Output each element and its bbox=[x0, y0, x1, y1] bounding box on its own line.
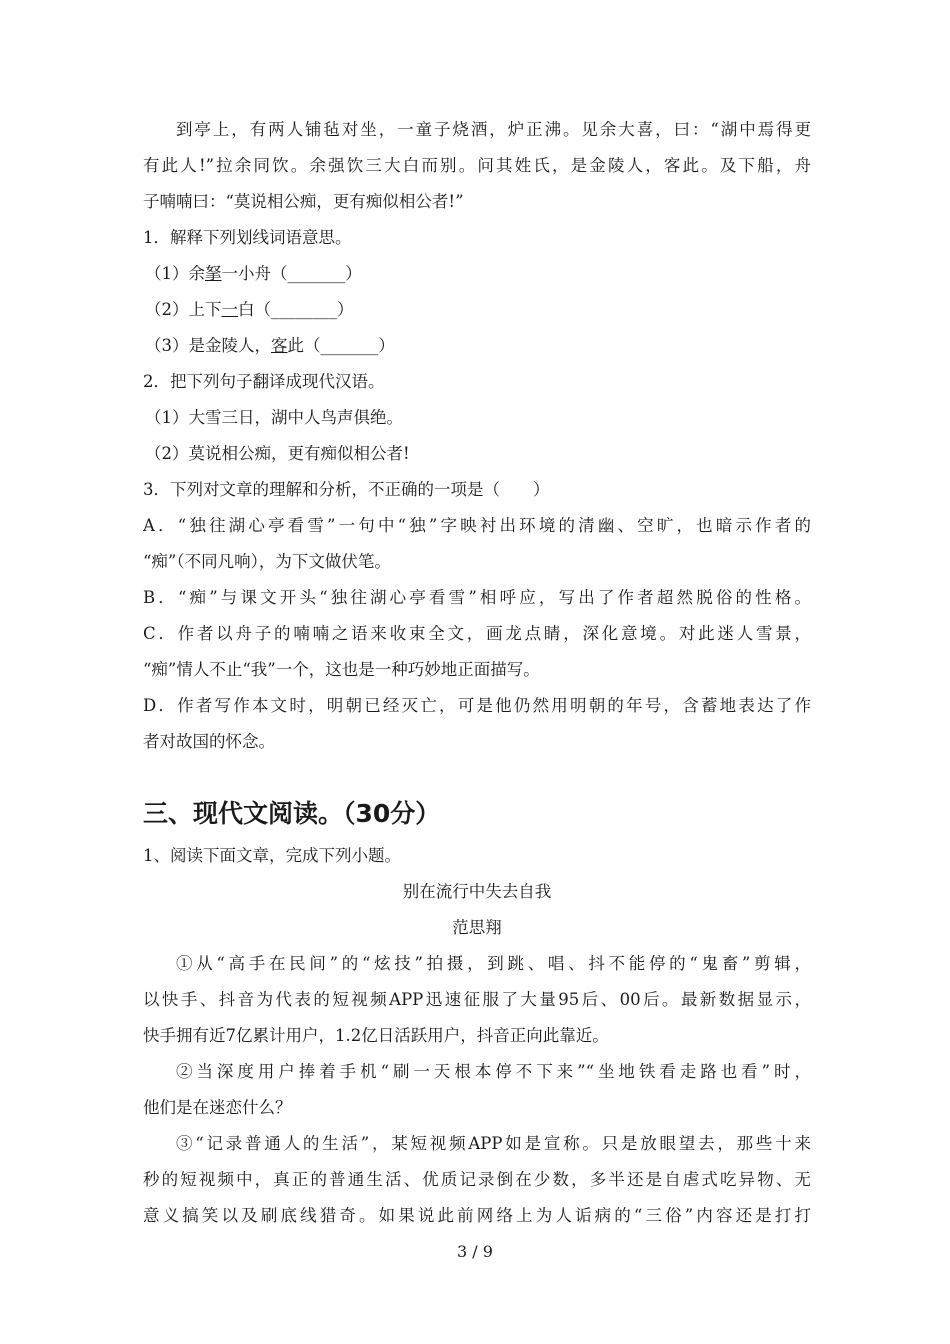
question-1-item bbox=[143, 292, 811, 328]
item-text: （2）上下 bbox=[145, 300, 222, 319]
article-line: ②当深度用户捧着手机“刷一天根本停不下来”“坐地铁看走路也看”时， bbox=[176, 1062, 811, 1081]
article-line: 意义搞笑以及刷底线猎奇。如果说此前网络上为人诟病的“三俗”内容还是打打 bbox=[143, 1206, 811, 1225]
item-text: （3）是金陵人， bbox=[145, 336, 271, 355]
underlined-word: 拏 bbox=[205, 264, 222, 283]
item-text: 白（ bbox=[238, 300, 271, 319]
article-title: 别在流行中失去自我 bbox=[402, 882, 552, 901]
article-line: 以快手、抖音为代表的短视频APP迅速征服了大量95后、00后。最新数据显示， bbox=[143, 990, 811, 1009]
answer-blank: ________ bbox=[271, 300, 337, 319]
page-content bbox=[143, 112, 811, 1234]
underlined-word: 一 bbox=[221, 300, 238, 319]
item-text: （1）余 bbox=[145, 264, 205, 283]
question-3-option: C．作者以舟子的喃喃之语来收束全文，画龙点睛，深化意境。对此迷人雪景， bbox=[143, 624, 811, 643]
section-heading: 三、现代文阅读。（30分） bbox=[143, 799, 441, 828]
question-3-option: B．“痴”与课文开头“独往湖心亭看雪”相呼应，写出了作者超然脱俗的性格。 bbox=[143, 588, 811, 607]
question-3-option: 者对故国的怀念。 bbox=[143, 732, 275, 751]
item-text: ） bbox=[345, 264, 362, 283]
question-2-item: （2）莫说相公痴，更有痴似相公者! bbox=[145, 444, 410, 463]
item-text: 此（ bbox=[287, 336, 321, 355]
article-line: 他们是在迷恋什么？ bbox=[143, 1098, 292, 1117]
answer-blank: _______ bbox=[320, 336, 379, 355]
article-line: 快手拥有近7亿累计用户，1.2亿日活跃用户，抖音正向此靠近。 bbox=[143, 1026, 609, 1045]
article-line: 秒的短视频中，真正的普通生活、优质记录倒在少数，多半还是自虐式吃异物、无 bbox=[143, 1170, 811, 1189]
item-text: ） bbox=[337, 300, 354, 319]
passage-line: 子喃喃曰：“莫说相公痴，更有痴似相公者!” bbox=[143, 192, 464, 211]
question-2-item: （1）大雪三日，湖中人鸟声俱绝。 bbox=[145, 408, 403, 427]
question-3-option: A．“独往湖心亭看雪”一句中“独”字映衬出环境的清幽、空旷，也暗示作者的 bbox=[143, 516, 811, 535]
section-prompt: 1、阅读下面文章，完成下列小题。 bbox=[143, 846, 401, 865]
question-3-option: “痴”（不同凡响），为下文做伏笔。 bbox=[143, 552, 391, 571]
question-2-title: 2．把下列句子翻译成现代汉语。 bbox=[143, 372, 385, 391]
page-number: 3 / 9 bbox=[457, 1242, 493, 1261]
question-3-option: “痴”情人不止“我”一个，这也是一种巧妙地正面描写。 bbox=[143, 660, 540, 679]
question-1-item bbox=[143, 328, 811, 364]
item-text: ） bbox=[378, 336, 395, 355]
question-3-option: D．作者写作本文时，明朝已经灭亡，可是他仍然用明朝的年号，含蓄地表达了作 bbox=[143, 696, 811, 715]
question-3-title: 3．下列对文章的理解和分析，不正确的一项是（ ） bbox=[143, 480, 550, 499]
item-text: 一小舟（ bbox=[221, 264, 288, 283]
underlined-word: 客 bbox=[271, 336, 288, 355]
passage-line: 有此人!”拉余同饮。余强饮三大白而别。问其姓氏，是金陵人，客此。及下船，舟 bbox=[143, 156, 811, 175]
article-line: ③“记录普通人的生活”，某短视频APP如是宣称。只是放眼望去，那些十来 bbox=[176, 1134, 811, 1153]
answer-blank: _______ bbox=[287, 264, 346, 283]
question-1-title: 1．解释下列划线词语意思。 bbox=[143, 228, 352, 247]
article-author: 范思翔 bbox=[452, 918, 502, 937]
article-line: ①从“高手在民间”的“炫技”拍摄，到跳、唱、抖不能停的“鬼畜”剪辑， bbox=[176, 954, 811, 973]
passage-line: 到亭上，有两人铺毡对坐，一童子烧酒，炉正沸。见余大喜，曰：“湖中焉得更 bbox=[176, 120, 811, 139]
question-1-item bbox=[143, 256, 811, 292]
